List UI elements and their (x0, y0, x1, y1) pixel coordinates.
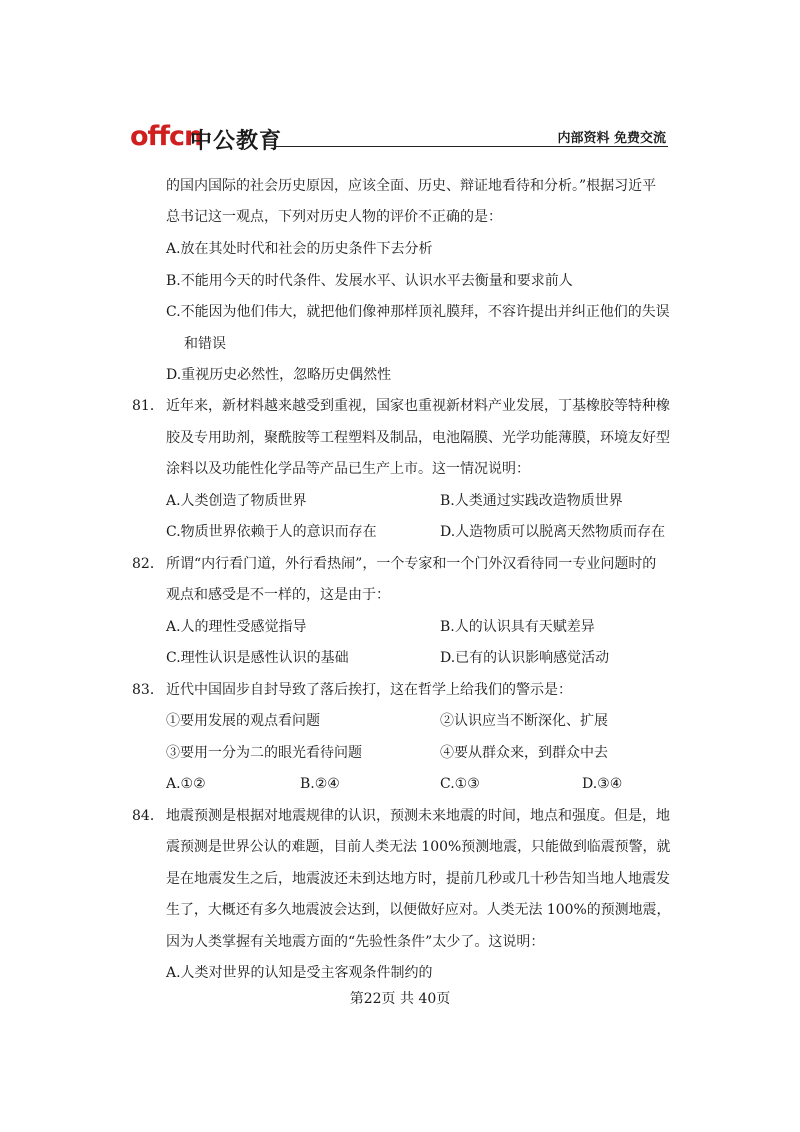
stem-line: 涂料以及功能性化学品等产品已生产上市。这一情况说明： (166, 461, 530, 477)
header-rule (274, 146, 668, 147)
header-tag: 内部资料 免费交流 (557, 131, 666, 146)
stem-line: 所谓“内行看门道，外行看热闹”，一个专家和一个门外汉看待同一专业问题时的 (166, 556, 657, 572)
question-number: 83． (132, 682, 164, 698)
stem-line: 总书记这一观点，下列对历史人物的评价不正确的是： (166, 209, 502, 225)
stem-line: 震预测是世界公认的难题，目前人类无法 100%预测地震，只能做到临震预警，就 (166, 839, 671, 855)
stem-line: 的国内国际的社会历史原因，应该全面、历史、辩证地看待和分析。”根据习近平 (166, 178, 657, 194)
option-d: D.③④ (582, 776, 623, 792)
statement-1: ①要用发展的观点看问题 (166, 713, 320, 729)
question-number: 82． (132, 556, 164, 572)
option-c: C.理性认识是感性认识的基础 (166, 650, 349, 666)
question-number: 84． (132, 808, 164, 824)
option-b: B.②④ (300, 776, 340, 792)
option-b: B.人的认识具有天赋差异 (440, 619, 595, 635)
option-c-cont: 和错误 (184, 336, 226, 352)
page-header (130, 121, 668, 154)
option-a: A.①② (166, 776, 206, 792)
page-number: 第22页 共 40页 (349, 991, 451, 1007)
stem-line: 胶及专用助剂，聚酰胺等工程塑料及制品，电池隔膜、光学功能薄膜，环境友好型 (166, 430, 670, 446)
option-b: B.不能用今天的时代条件、发展水平、认识水平去衡量和要求前人 (166, 273, 573, 289)
stem-line: 近代中国固步自封导致了落后挨打，这在哲学上给我们的警示是： (166, 682, 572, 698)
statement-4: ④要从群众来，到群众中去 (440, 745, 608, 761)
option-a: A.人类对世界的认知是受主客观条件制约的 (166, 965, 433, 981)
statement-3: ③要用一分为二的眼光看待问题 (166, 745, 362, 761)
stem-line: 近年来，新材料越来越受到重视，国家也重视新材料产业发展，丁基橡胶等特种橡 (166, 398, 670, 414)
stem-line: 观点和感受是不一样的，这是由于： (166, 587, 390, 603)
stem-line: 是在地震发生之后，地震波还未到达地方时，提前几秒或几十秒告知当地人地震发 (166, 871, 670, 887)
option-c: C.物质世界依赖于人的意识而存在 (166, 524, 377, 540)
question-number: 81． (132, 398, 164, 414)
option-a: A.放在其处时代和社会的历史条件下去分析 (166, 241, 433, 257)
option-d: D.重视历史必然性，忽略历史偶然性 (166, 367, 392, 383)
option-a: A.人类创造了物质世界 (166, 493, 307, 509)
offcn-logo: offcn (130, 121, 203, 152)
brand-name: 中公教育 (190, 129, 283, 154)
option-d: D.已有的认识影响感觉活动 (440, 650, 610, 666)
option-c: C.不能因为他们伟大，就把他们像神那样顶礼膜拜，不容许提出并纠正他们的失误 (166, 304, 670, 320)
option-a: A.人的理性受感觉指导 (166, 619, 307, 635)
stem-line: 生了，大概还有多久地震波会达到，以便做好应对。人类无法 100%的预测地震， (166, 902, 671, 918)
option-b: B.人类通过实践改造物质世界 (440, 493, 623, 509)
option-c: C.①③ (440, 776, 480, 792)
stem-line: 地震预测是根据对地震规律的认识，预测未来地震的时间，地点和强度。但是，地 (166, 808, 670, 824)
option-d: D.人造物质可以脱离天然物质而存在 (440, 524, 666, 540)
statement-2: ②认识应当不断深化、扩展 (440, 713, 608, 729)
stem-line: 因为人类掌握有关地震方面的“先验性条件”太少了。这说明： (166, 934, 545, 950)
